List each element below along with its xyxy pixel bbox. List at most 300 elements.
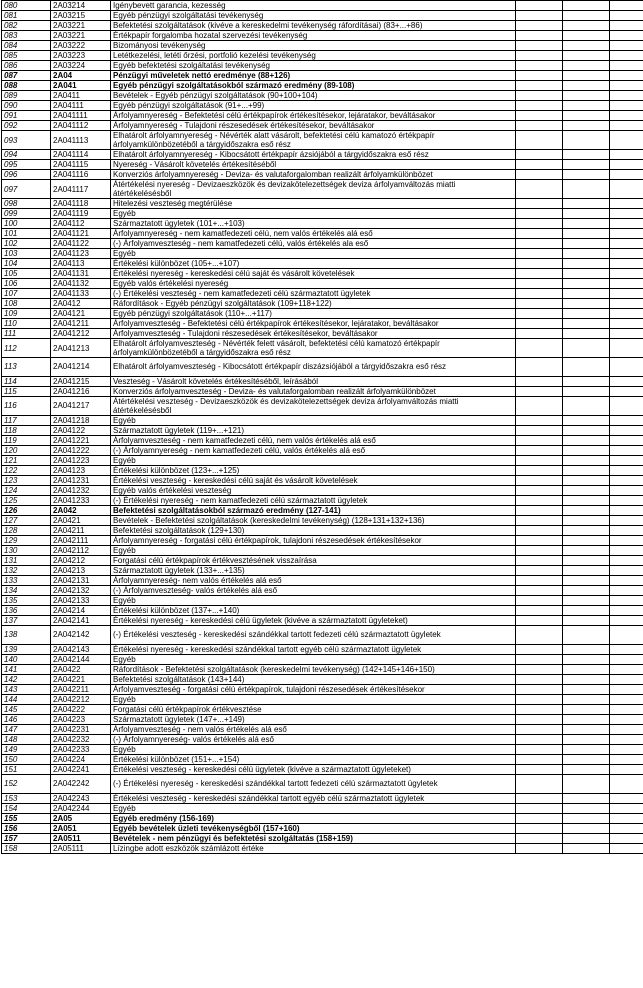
value-cell-1 bbox=[516, 505, 563, 515]
value-cell-1 bbox=[516, 160, 563, 170]
value-cell-2 bbox=[563, 299, 610, 309]
table-row bbox=[2, 199, 643, 209]
row-description: Bizományosi tevékenység bbox=[111, 41, 516, 51]
value-cell-1 bbox=[516, 1, 563, 11]
row-description: Ráfordítások - Egyéb pénzügyi szolgáltatások (109+118+122) bbox=[111, 299, 516, 309]
value-cell-1 bbox=[516, 565, 563, 575]
value-cell-2 bbox=[563, 229, 610, 239]
value-cell-3 bbox=[610, 545, 643, 555]
row-code: 2A03223 bbox=[51, 51, 111, 61]
value-cell-1 bbox=[516, 396, 563, 415]
value-cell-3 bbox=[610, 774, 643, 793]
row-description: Forgatási célú értékpapírok értékvesztése bbox=[111, 704, 516, 714]
value-cell-1 bbox=[516, 91, 563, 101]
value-cell-2 bbox=[563, 555, 610, 565]
value-cell-1 bbox=[516, 249, 563, 259]
table-row bbox=[2, 339, 643, 358]
value-cell-3 bbox=[610, 209, 643, 219]
row-description: Elhatárolt árfolyamnyereség - Névérték alatt vásárolt, befektetési célú kamatozó értékpapír árfolyamkülönbözetéből a tárgyidőszakra eső rész bbox=[111, 131, 516, 150]
value-cell-2 bbox=[563, 585, 610, 595]
row-description: Letétkezelési, letéti őrzési, portfolió kezelési tevékenység bbox=[111, 51, 516, 61]
row-description: Konverziós árfolyamnyereség - Deviza- és valutaforgalomban realizált árfolyamkülönbözet bbox=[111, 170, 516, 180]
row-description: Egyéb bbox=[111, 455, 516, 465]
table-row bbox=[2, 654, 643, 664]
row-code: 2A041123 bbox=[51, 249, 111, 259]
row-number: 083 bbox=[2, 31, 51, 41]
value-cell-1 bbox=[516, 555, 563, 565]
row-code: 2A041221 bbox=[51, 435, 111, 445]
row-number: 105 bbox=[2, 269, 51, 279]
value-cell-2 bbox=[563, 81, 610, 91]
value-cell-3 bbox=[610, 565, 643, 575]
value-cell-1 bbox=[516, 111, 563, 121]
table-row bbox=[2, 595, 643, 605]
row-code: 2A05111 bbox=[51, 843, 111, 853]
value-cell-1 bbox=[516, 764, 563, 774]
row-description: Ráfordítások - Befektetési szolgáltatások (kereskedelmi tevékenység) (142+145+146+150) bbox=[111, 664, 516, 674]
row-number: 136 bbox=[2, 605, 51, 615]
value-cell-2 bbox=[563, 249, 610, 259]
row-code: 2A03224 bbox=[51, 61, 111, 71]
row-description: Árfolyamnyereség - forgatási célú értékpapírok, tulajdoni részesedések értékesítésekor bbox=[111, 535, 516, 545]
row-number: 134 bbox=[2, 585, 51, 595]
value-cell-1 bbox=[516, 121, 563, 131]
value-cell-2 bbox=[563, 71, 610, 81]
row-number: 120 bbox=[2, 445, 51, 455]
value-cell-2 bbox=[563, 595, 610, 605]
row-code: 2A041114 bbox=[51, 150, 111, 160]
row-code: 2A04211 bbox=[51, 525, 111, 535]
value-cell-2 bbox=[563, 209, 610, 219]
row-description: Lízingbe adott eszközök számlázott értéke bbox=[111, 843, 516, 853]
row-number: 103 bbox=[2, 249, 51, 259]
row-code: 2A042233 bbox=[51, 744, 111, 754]
row-code: 2A041121 bbox=[51, 229, 111, 239]
row-code: 2A041131 bbox=[51, 269, 111, 279]
row-number: 102 bbox=[2, 239, 51, 249]
table-row bbox=[2, 625, 643, 644]
value-cell-1 bbox=[516, 101, 563, 111]
table-row bbox=[2, 545, 643, 555]
value-cell-2 bbox=[563, 435, 610, 445]
value-cell-3 bbox=[610, 754, 643, 764]
value-cell-2 bbox=[563, 644, 610, 654]
value-cell-3 bbox=[610, 239, 643, 249]
row-code: 2A042131 bbox=[51, 575, 111, 585]
value-cell-1 bbox=[516, 239, 563, 249]
value-cell-2 bbox=[563, 843, 610, 853]
row-description: Egyéb bbox=[111, 249, 516, 259]
value-cell-2 bbox=[563, 61, 610, 71]
table-row bbox=[2, 445, 643, 455]
table-row bbox=[2, 209, 643, 219]
value-cell-1 bbox=[516, 11, 563, 21]
table-row bbox=[2, 525, 643, 535]
table-row bbox=[2, 425, 643, 435]
table-row bbox=[2, 31, 643, 41]
value-cell-2 bbox=[563, 259, 610, 269]
row-code: 2A041211 bbox=[51, 319, 111, 329]
value-cell-2 bbox=[563, 111, 610, 121]
row-description: Értékelési veszteség - kereskedési szándékkal tartott egyéb célú származtatott ügyletek bbox=[111, 793, 516, 803]
row-number: 156 bbox=[2, 823, 51, 833]
row-code: 2A041119 bbox=[51, 209, 111, 219]
row-description: Befektetési szolgáltatások (143+144) bbox=[111, 674, 516, 684]
value-cell-3 bbox=[610, 81, 643, 91]
row-code: 2A03222 bbox=[51, 41, 111, 51]
value-cell-3 bbox=[610, 319, 643, 329]
row-code: 2A041214 bbox=[51, 358, 111, 377]
table-row bbox=[2, 299, 643, 309]
table-row bbox=[2, 21, 643, 31]
row-code: 2A042211 bbox=[51, 684, 111, 694]
value-cell-3 bbox=[610, 704, 643, 714]
table-row bbox=[2, 843, 643, 853]
value-cell-2 bbox=[563, 714, 610, 724]
table-row bbox=[2, 259, 643, 269]
row-description: Értékelési nyereség - kereskedési szándékkal tartott egyéb célú származtatott ügyletek bbox=[111, 644, 516, 654]
table-row bbox=[2, 803, 643, 813]
value-cell-3 bbox=[610, 734, 643, 744]
row-number: 150 bbox=[2, 754, 51, 764]
value-cell-1 bbox=[516, 615, 563, 625]
row-number: 140 bbox=[2, 654, 51, 664]
row-number: 092 bbox=[2, 121, 51, 131]
row-number: 085 bbox=[2, 51, 51, 61]
row-description: Származtatott ügyletek (147+...+149) bbox=[111, 714, 516, 724]
row-number: 125 bbox=[2, 495, 51, 505]
row-description: Árfolyamnyereség - nem kamatfedezeti célú, nem valós értékelés alá eső bbox=[111, 229, 516, 239]
row-number: 094 bbox=[2, 150, 51, 160]
value-cell-2 bbox=[563, 803, 610, 813]
value-cell-3 bbox=[610, 843, 643, 853]
value-cell-1 bbox=[516, 694, 563, 704]
value-cell-3 bbox=[610, 180, 643, 199]
table-row bbox=[2, 219, 643, 229]
value-cell-3 bbox=[610, 744, 643, 754]
row-number: 158 bbox=[2, 843, 51, 853]
table-row bbox=[2, 91, 643, 101]
row-description: Egyéb bbox=[111, 209, 516, 219]
row-code: 2A041233 bbox=[51, 495, 111, 505]
table-row bbox=[2, 575, 643, 585]
row-number: 135 bbox=[2, 595, 51, 605]
row-number: 108 bbox=[2, 299, 51, 309]
value-cell-3 bbox=[610, 51, 643, 61]
row-description: Egyéb bbox=[111, 654, 516, 664]
row-number: 148 bbox=[2, 734, 51, 744]
value-cell-3 bbox=[610, 515, 643, 525]
row-number: 099 bbox=[2, 209, 51, 219]
row-description: Nyereség - Vásárolt követelés értékesítéséből bbox=[111, 160, 516, 170]
value-cell-2 bbox=[563, 674, 610, 684]
table-row bbox=[2, 475, 643, 485]
row-number: 109 bbox=[2, 309, 51, 319]
row-number: 101 bbox=[2, 229, 51, 239]
value-cell-1 bbox=[516, 309, 563, 319]
value-cell-1 bbox=[516, 81, 563, 91]
value-cell-1 bbox=[516, 269, 563, 279]
row-number: 106 bbox=[2, 279, 51, 289]
row-number: 089 bbox=[2, 91, 51, 101]
value-cell-1 bbox=[516, 465, 563, 475]
row-number: 117 bbox=[2, 415, 51, 425]
row-number: 096 bbox=[2, 170, 51, 180]
row-number: 147 bbox=[2, 724, 51, 734]
value-cell-3 bbox=[610, 793, 643, 803]
row-code: 2A042132 bbox=[51, 585, 111, 595]
row-number: 095 bbox=[2, 160, 51, 170]
value-cell-2 bbox=[563, 415, 610, 425]
row-number: 100 bbox=[2, 219, 51, 229]
table-row bbox=[2, 269, 643, 279]
value-cell-1 bbox=[516, 41, 563, 51]
value-cell-2 bbox=[563, 91, 610, 101]
row-code: 2A041132 bbox=[51, 279, 111, 289]
row-code: 2A041231 bbox=[51, 475, 111, 485]
table-row bbox=[2, 101, 643, 111]
row-description: Egyéb eredmény (156-169) bbox=[111, 813, 516, 823]
row-description: Árfolyamveszteség - Tulajdoni részesedések értékesítésekor, beváltásakor bbox=[111, 329, 516, 339]
table-row bbox=[2, 684, 643, 694]
row-number: 088 bbox=[2, 81, 51, 91]
row-code: 2A041223 bbox=[51, 455, 111, 465]
row-code: 2A041215 bbox=[51, 376, 111, 386]
row-description: Egyéb pénzügyi szolgáltatásokból származó eredmény (89-108) bbox=[111, 81, 516, 91]
row-number: 081 bbox=[2, 11, 51, 21]
value-cell-3 bbox=[610, 31, 643, 41]
table-row bbox=[2, 71, 643, 81]
table-row bbox=[2, 396, 643, 415]
value-cell-1 bbox=[516, 664, 563, 674]
value-cell-3 bbox=[610, 199, 643, 209]
value-cell-1 bbox=[516, 515, 563, 525]
row-description: (-) Árfolyamveszteség- valós értékelés alá eső bbox=[111, 585, 516, 595]
value-cell-3 bbox=[610, 555, 643, 565]
value-cell-1 bbox=[516, 793, 563, 803]
row-description: Elhatárolt árfolyamnyereség - Kibocsátott értékpapír ázsiójából a tárgyidőszakra eső rész bbox=[111, 150, 516, 160]
value-cell-2 bbox=[563, 170, 610, 180]
table-row bbox=[2, 386, 643, 396]
value-cell-2 bbox=[563, 485, 610, 495]
value-cell-2 bbox=[563, 495, 610, 505]
value-cell-3 bbox=[610, 71, 643, 81]
row-code: 2A042244 bbox=[51, 803, 111, 813]
value-cell-1 bbox=[516, 435, 563, 445]
row-code: 2A041111 bbox=[51, 111, 111, 121]
value-cell-2 bbox=[563, 309, 610, 319]
value-cell-2 bbox=[563, 654, 610, 664]
table-row bbox=[2, 131, 643, 150]
value-cell-1 bbox=[516, 823, 563, 833]
value-cell-3 bbox=[610, 475, 643, 485]
row-number: 086 bbox=[2, 61, 51, 71]
table-row bbox=[2, 535, 643, 545]
row-number: 080 bbox=[2, 1, 51, 11]
row-code: 2A03221 bbox=[51, 21, 111, 31]
value-cell-1 bbox=[516, 545, 563, 555]
row-number: 082 bbox=[2, 21, 51, 31]
row-description: Veszteség - Vásárolt követelés értékesítéséből, leírásából bbox=[111, 376, 516, 386]
value-cell-3 bbox=[610, 615, 643, 625]
value-cell-2 bbox=[563, 704, 610, 714]
value-cell-2 bbox=[563, 239, 610, 249]
value-cell-1 bbox=[516, 724, 563, 734]
value-cell-1 bbox=[516, 535, 563, 545]
row-code: 2A0422 bbox=[51, 664, 111, 674]
value-cell-2 bbox=[563, 101, 610, 111]
value-cell-1 bbox=[516, 71, 563, 81]
row-code: 2A042212 bbox=[51, 694, 111, 704]
row-description: Bevételek - Befektetési szolgáltatások (kereskedelmi tevékenység) (128+131+132+136) bbox=[111, 515, 516, 525]
value-cell-3 bbox=[610, 833, 643, 843]
row-code: 2A042 bbox=[51, 505, 111, 515]
value-cell-1 bbox=[516, 843, 563, 853]
value-cell-2 bbox=[563, 339, 610, 358]
row-description: (-) Árfolyamveszteség - nem kamatfedezeti célú, valós értékelés ala eső bbox=[111, 239, 516, 249]
value-cell-2 bbox=[563, 199, 610, 209]
table-row bbox=[2, 704, 643, 714]
value-cell-3 bbox=[610, 376, 643, 386]
row-code: 2A041115 bbox=[51, 160, 111, 170]
value-cell-2 bbox=[563, 664, 610, 674]
row-number: 121 bbox=[2, 455, 51, 465]
row-description: (-) Értékelési veszteség - kereskedési szándékkal tartott fedezeti célú származtatott ügyletek bbox=[111, 625, 516, 644]
value-cell-2 bbox=[563, 51, 610, 61]
row-number: 141 bbox=[2, 664, 51, 674]
row-description: Árfolyamnyereség- nem valós értékelés alá eső bbox=[111, 575, 516, 585]
table-row bbox=[2, 180, 643, 199]
row-description: Egyéb bbox=[111, 595, 516, 605]
value-cell-3 bbox=[610, 505, 643, 515]
row-description: Elhatárolt árfolyamveszteség - Névérték felett vásárolt, befektetési célú kamatozó értékpapír árfolyamkülönbözetéből a tárgyidőszakra eső rész bbox=[111, 339, 516, 358]
value-cell-2 bbox=[563, 535, 610, 545]
table-row bbox=[2, 793, 643, 803]
row-number: 145 bbox=[2, 704, 51, 714]
value-cell-3 bbox=[610, 111, 643, 121]
row-code: 2A042232 bbox=[51, 734, 111, 744]
row-number: 123 bbox=[2, 475, 51, 485]
value-cell-3 bbox=[610, 595, 643, 605]
value-cell-2 bbox=[563, 376, 610, 386]
value-cell-1 bbox=[516, 803, 563, 813]
row-description: Forgatási célú értékpapírok értékvesztésének visszaírása bbox=[111, 555, 516, 565]
value-cell-1 bbox=[516, 495, 563, 505]
row-code: 2A051 bbox=[51, 823, 111, 833]
value-cell-1 bbox=[516, 131, 563, 150]
table-row bbox=[2, 813, 643, 823]
value-cell-3 bbox=[610, 535, 643, 545]
row-description: Származtatott ügyletek (101+...+103) bbox=[111, 219, 516, 229]
row-description: (-) Értékelési nyereség - kereskedési szándékkal tartott fedezeti célú származtatott ügyletek bbox=[111, 774, 516, 793]
value-cell-2 bbox=[563, 11, 610, 21]
row-number: 127 bbox=[2, 515, 51, 525]
table-row bbox=[2, 823, 643, 833]
table-row bbox=[2, 505, 643, 515]
value-cell-1 bbox=[516, 31, 563, 41]
row-description: Egyéb valós értékelési veszteség bbox=[111, 485, 516, 495]
value-cell-3 bbox=[610, 11, 643, 21]
value-cell-1 bbox=[516, 319, 563, 329]
row-description: Befektetési szolgáltatások (129+130) bbox=[111, 525, 516, 535]
table-row bbox=[2, 674, 643, 684]
row-code: 2A04212 bbox=[51, 555, 111, 565]
value-cell-2 bbox=[563, 358, 610, 377]
value-cell-3 bbox=[610, 455, 643, 465]
table-row bbox=[2, 319, 643, 329]
table-row bbox=[2, 239, 643, 249]
value-cell-1 bbox=[516, 684, 563, 694]
row-code: 2A041112 bbox=[51, 121, 111, 131]
value-cell-3 bbox=[610, 585, 643, 595]
value-cell-2 bbox=[563, 565, 610, 575]
table-row bbox=[2, 615, 643, 625]
row-number: 152 bbox=[2, 774, 51, 793]
value-cell-1 bbox=[516, 813, 563, 823]
value-cell-2 bbox=[563, 386, 610, 396]
table-row bbox=[2, 309, 643, 319]
row-description: Értékelési különbözet (105+...+107) bbox=[111, 259, 516, 269]
row-code: 2A041232 bbox=[51, 485, 111, 495]
row-description: Befektetési szolgáltatásokból származó eredmény (127-141) bbox=[111, 505, 516, 515]
value-cell-3 bbox=[610, 91, 643, 101]
value-cell-2 bbox=[563, 515, 610, 525]
row-number: 116 bbox=[2, 396, 51, 415]
value-cell-3 bbox=[610, 674, 643, 684]
row-number: 124 bbox=[2, 485, 51, 495]
value-cell-2 bbox=[563, 764, 610, 774]
row-description: Értékelési veszteség - kereskedési célú saját és vásárolt követelések bbox=[111, 475, 516, 485]
table-row bbox=[2, 415, 643, 425]
row-description: Bevételek - Egyéb pénzügyi szolgáltatások (90+100+104) bbox=[111, 91, 516, 101]
row-description: Egyéb bbox=[111, 694, 516, 704]
row-number: 114 bbox=[2, 376, 51, 386]
row-description: Értékelési nyereség - kereskedési célú saját és vásárolt követelések bbox=[111, 269, 516, 279]
value-cell-1 bbox=[516, 199, 563, 209]
value-cell-2 bbox=[563, 833, 610, 843]
value-cell-3 bbox=[610, 299, 643, 309]
row-number: 154 bbox=[2, 803, 51, 813]
row-code: 2A04223 bbox=[51, 714, 111, 724]
value-cell-2 bbox=[563, 724, 610, 734]
row-code: 2A041116 bbox=[51, 170, 111, 180]
table-row bbox=[2, 744, 643, 754]
row-number: 138 bbox=[2, 625, 51, 644]
row-description: Elhatárolt árfolyamveszteség - Kibocsátott értékpapír diszázsiójából a tárgyidőszakra eső rész bbox=[111, 358, 516, 377]
table-row bbox=[2, 644, 643, 654]
row-number: 149 bbox=[2, 744, 51, 754]
row-description: Értékelési nyereség - kereskedési célú ügyletek (kivéve a származtatott ügyleteket) bbox=[111, 615, 516, 625]
value-cell-1 bbox=[516, 61, 563, 71]
table-row bbox=[2, 724, 643, 734]
value-cell-3 bbox=[610, 425, 643, 435]
value-cell-1 bbox=[516, 704, 563, 714]
table-row bbox=[2, 664, 643, 674]
report-table-body bbox=[2, 1, 643, 854]
value-cell-2 bbox=[563, 505, 610, 515]
row-description: Árfolyamnyereség - Tulajdoni részesedések értékesítésekor, beváltásakor bbox=[111, 121, 516, 131]
value-cell-1 bbox=[516, 209, 563, 219]
table-row bbox=[2, 485, 643, 495]
value-cell-3 bbox=[610, 415, 643, 425]
row-number: 143 bbox=[2, 684, 51, 694]
value-cell-3 bbox=[610, 714, 643, 724]
report-table bbox=[1, 0, 643, 854]
row-number: 087 bbox=[2, 71, 51, 81]
value-cell-3 bbox=[610, 121, 643, 131]
value-cell-3 bbox=[610, 485, 643, 495]
row-description: Értékelési veszteség - kereskedési célú ügyletek (kivéve a származtatott ügyleteket) bbox=[111, 764, 516, 774]
